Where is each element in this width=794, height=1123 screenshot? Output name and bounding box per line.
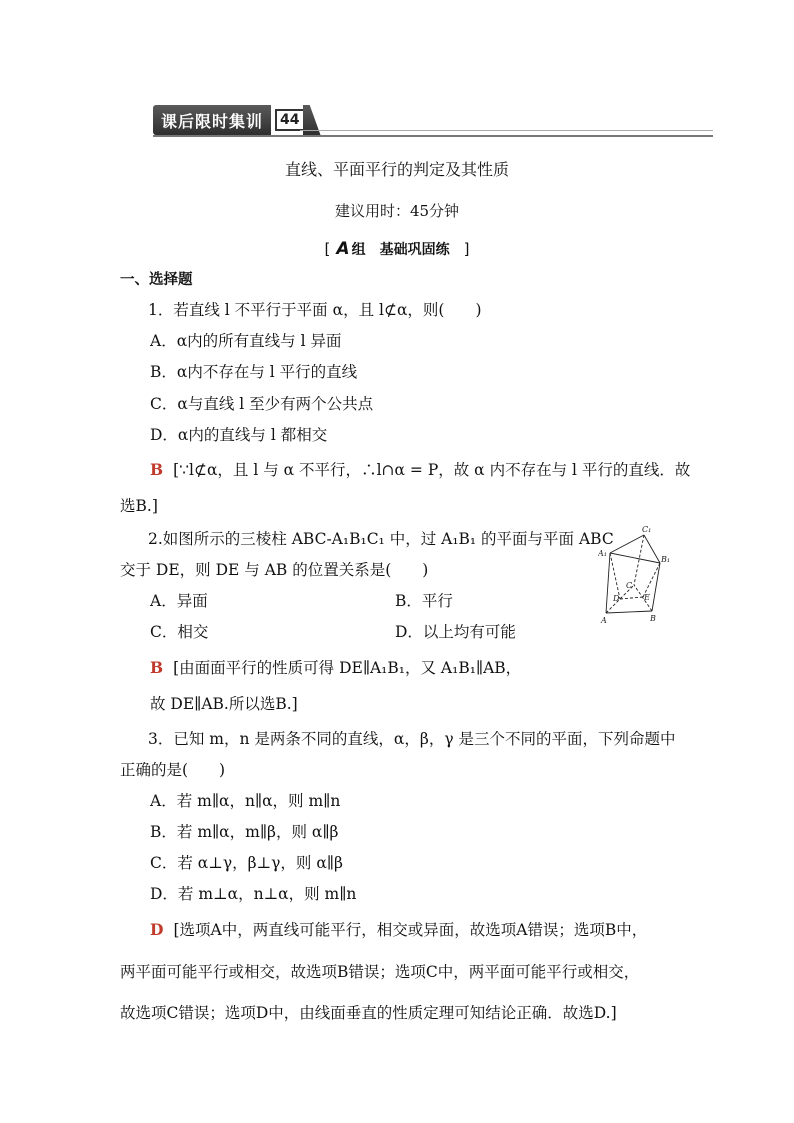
q2-option-c: C．相交 (150, 623, 209, 641)
q2-explain-1: [由面面平行的性质可得 DE∥A₁B₁，又 A₁B₁∥AB， (173, 659, 522, 677)
q3-option-a: A．若 m∥α，n∥α，则 m∥n (150, 792, 341, 810)
label-d: D (613, 594, 620, 603)
q3-explain-3: 故选项C错误；选项D中，由线面垂直的性质定理可知结论正确．故选D.] (120, 1004, 617, 1022)
q2-stem-1: 2.如图所示的三棱柱 ABC-A₁B₁C₁ 中，过 A₁B₁ 的平面与平面 ABC (148, 530, 614, 548)
group-letter: A (336, 239, 350, 259)
header-rule-thin (300, 130, 713, 131)
q2-answer: B (150, 658, 164, 677)
q2-option-a: A．异面 (150, 592, 208, 610)
group-open-bracket: [ (324, 240, 331, 258)
label-a: A (601, 616, 607, 625)
q1-option-c: C．α与直线 l 至少有两个公共点 (150, 395, 374, 413)
q3-option-c: C．若 α⊥γ，β⊥γ，则 α∥β (150, 854, 343, 872)
time-note: 建议用时：45分钟 (334, 202, 460, 220)
q3-option-d: D．若 m⊥α，n⊥α，则 m∥n (150, 885, 357, 903)
banner-number: 44 (275, 109, 304, 131)
group-heading (0, 239, 794, 260)
label-b1: B₁ (661, 555, 670, 564)
banner-label: 课后限时集训 (153, 105, 271, 135)
q2-option-d: D．以上均有可能 (395, 623, 516, 641)
q3-explain-1: [选项A中，两直线可能平行，相交或异面，故选项A错误；选项B中， (173, 921, 648, 939)
q1-option-b: B．α内不存在与 l 平行的直线 (150, 363, 358, 381)
q1-stem: 1．若直线 l 不平行于平面 α，且 l⊄α，则( ) (148, 301, 482, 319)
q3-answer: D (150, 920, 164, 939)
q1-explanation (150, 460, 690, 480)
q3-explanation (150, 920, 647, 940)
label-c: C (626, 581, 633, 590)
q3-stem-1: 3．已知 m，n 是两条不同的直线，α，β，γ 是三个不同的平面，下列命题中 (148, 730, 676, 748)
q2-stem-2: 交于 DE，则 DE 与 AB 的位置关系是( ) (120, 561, 429, 579)
q1-explain-2: 选B.] (120, 497, 158, 515)
header-rule (153, 135, 713, 137)
group-label: 组 基础巩固练 (351, 242, 450, 258)
q2-explanation (150, 658, 521, 678)
q2-explain-2: 故 DE∥AB.所以选B.] (150, 695, 298, 713)
banner (153, 105, 321, 135)
prism-figure (598, 525, 670, 625)
q1-answer: B (150, 460, 164, 479)
label-c1: C₁ (642, 525, 652, 534)
label-e: E (644, 593, 650, 602)
q1-option-a: A．α内的所有直线与 l 异面 (150, 332, 342, 350)
q1-option-d: D．α内的直线与 l 都相交 (150, 426, 328, 444)
q1-explain-1: [∵l⊄α，且 l 与 α 不平行，∴l∩α = P，故 α 内不存在与 l 平行的直线．故 (173, 461, 691, 479)
label-b: B (650, 614, 656, 623)
group-close-bracket: ] (463, 240, 470, 258)
page-title: 直线、平面平行的判定及其性质 (284, 160, 509, 179)
q3-option-b: B．若 m∥α，m∥β，则 α∥β (150, 823, 339, 841)
q3-explain-2: 两平面可能平行或相交，故选项B错误；选项C中，两平面可能平行或相交， (120, 963, 640, 981)
q2-option-b: B．平行 (395, 592, 453, 610)
section-heading: 一、选择题 (120, 272, 193, 288)
q3-stem-2: 正确的是( ) (120, 761, 226, 779)
label-a1: A₁ (598, 549, 607, 558)
